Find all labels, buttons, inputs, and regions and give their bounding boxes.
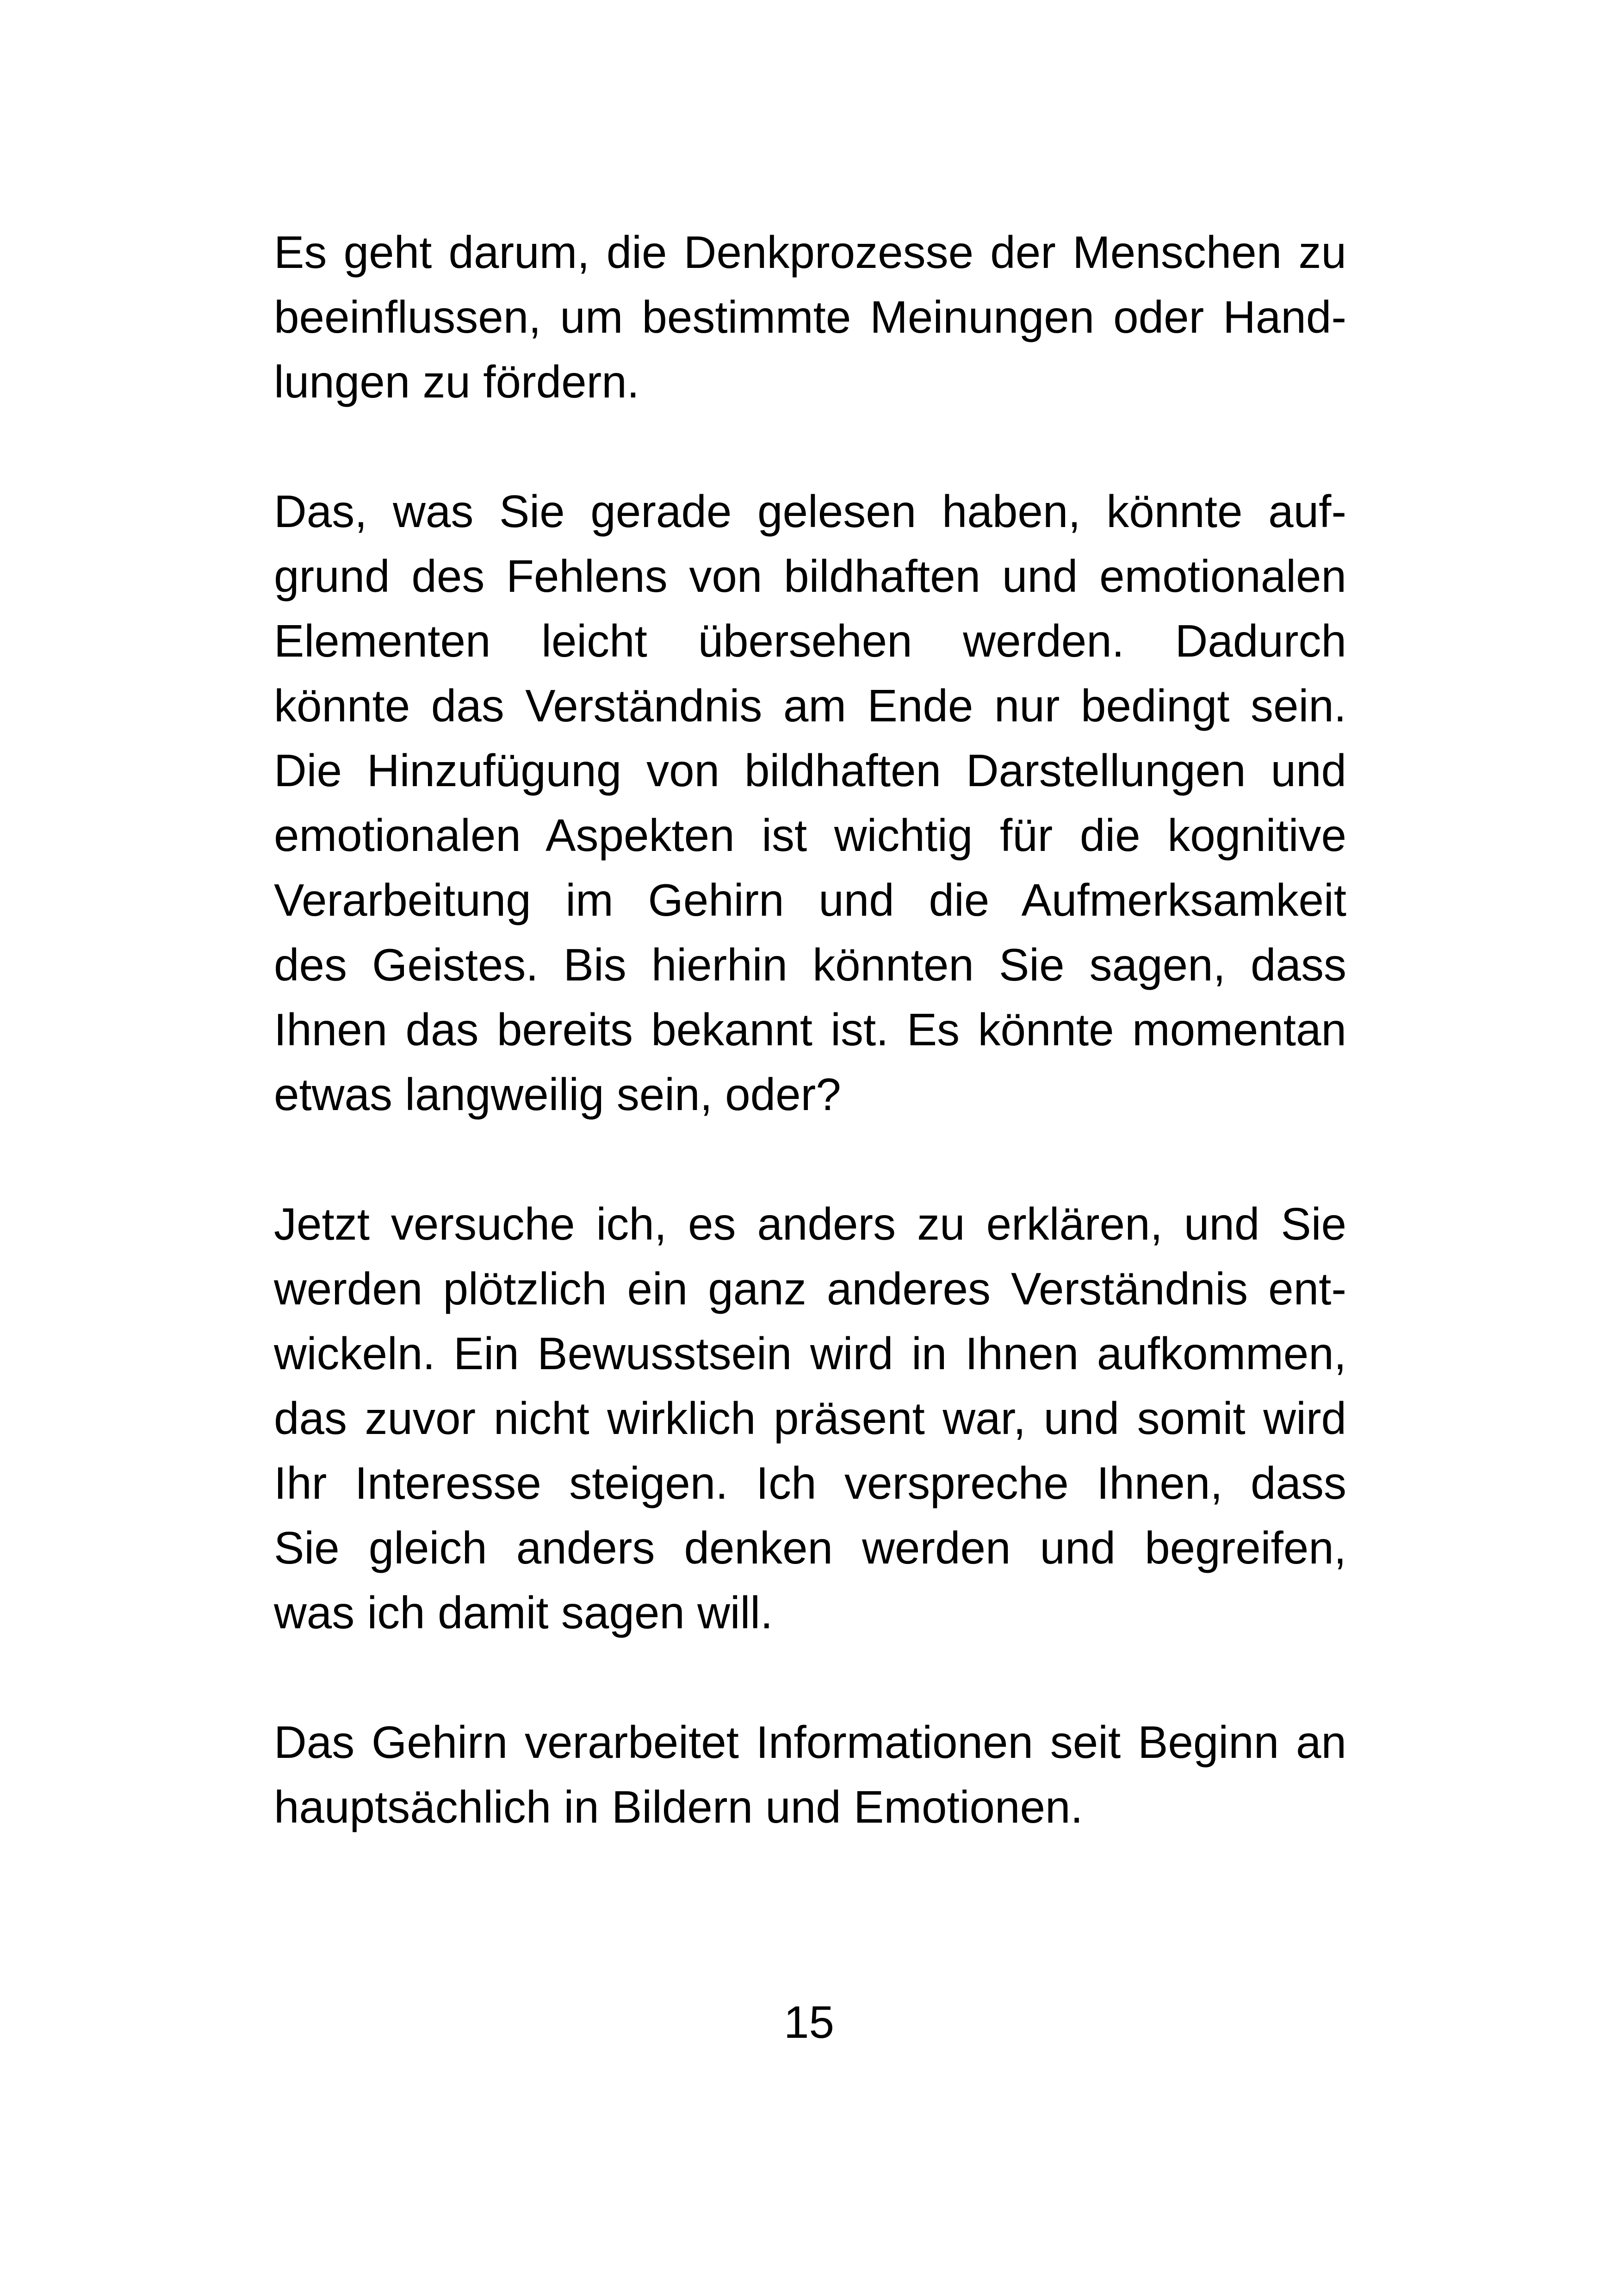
text-line: hauptsächlich in Bildern und Emotionen. (274, 1781, 1083, 1832)
text-line: etwas langweilig sein, oder? (274, 1069, 841, 1120)
paragraph-gap (274, 1645, 1346, 1710)
text-line: könnte das Verständnis am Ende nur bedingt sein. (274, 680, 1346, 731)
text-line: das zuvor nicht wirklich präsent war, und somit wird (274, 1393, 1346, 1444)
paragraph-4 (274, 1710, 1346, 1839)
text-line: Ihr Interesse steigen. Ich verspreche Ihnen, dass (274, 1458, 1346, 1508)
paragraph-gap (274, 1127, 1346, 1191)
text-line: Elementen leicht übersehen werden. Dadurch (274, 615, 1346, 666)
text-line: Ihnen das bereits bekannt ist. Es könnte momentan (274, 1004, 1346, 1055)
text-line: Das, was Sie gerade gelesen haben, könnte auf- (274, 486, 1346, 537)
paragraph-3 (274, 1191, 1346, 1645)
text-line: grund des Fehlens von bildhaften und emotionalen (274, 551, 1346, 602)
text-line: was ich damit sagen will. (274, 1587, 773, 1638)
text-line: Sie gleich anders denken werden und begreifen, (274, 1522, 1346, 1573)
text-line: Die Hinzufügung von bildhaften Darstellungen und (274, 745, 1346, 796)
text-line: beeinflussen, um bestimmte Meinungen oder Hand- (274, 292, 1346, 342)
text-line: Jetzt versuche ich, es anders zu erklären, und Sie (274, 1198, 1346, 1249)
text-line: lungen zu fördern. (274, 356, 639, 407)
paragraph-1 (274, 220, 1346, 414)
text-line: emotionalen Aspekten ist wichtig für die kognitive (274, 810, 1346, 861)
text-line: wickeln. Ein Bewusstsein wird in Ihnen aufkommen, (274, 1328, 1346, 1379)
text-line: Verarbeitung im Gehirn und die Aufmerksamkeit (274, 875, 1346, 925)
paragraph-2 (274, 479, 1346, 1127)
text-line: Das Gehirn verarbeitet Informationen seit Beginn an (274, 1717, 1346, 1768)
text-line: des Geistes. Bis hierhin könnten Sie sagen, dass (274, 939, 1346, 990)
paragraph-gap (274, 414, 1346, 479)
text-line: werden plötzlich ein ganz anderes Verständnis ent- (274, 1263, 1346, 1314)
body-text (274, 220, 1346, 1839)
page-number: 15 (783, 1997, 834, 2048)
text-line: Es geht darum, die Denkprozesse der Menschen zu (274, 227, 1346, 278)
